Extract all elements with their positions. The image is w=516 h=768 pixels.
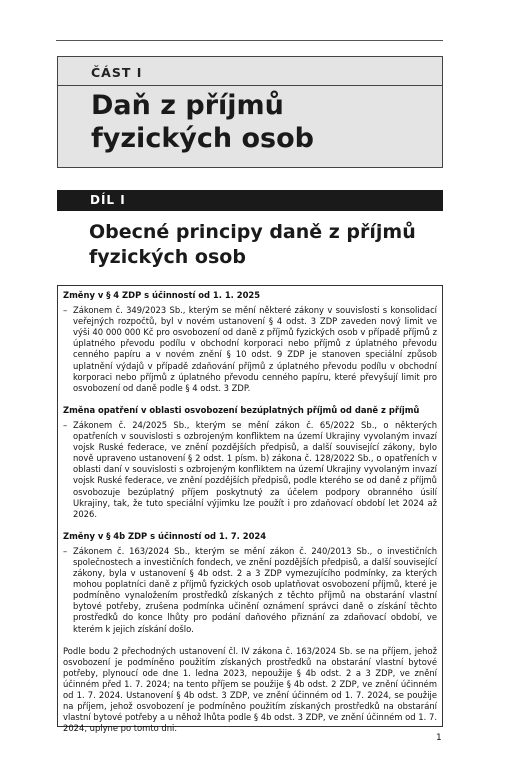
change-item-text: Zákonem č. 163/2024 Sb., kterým se mění zákon č. 240/2013 Sb., o investičních společnostech a investičních fondech, ve znění pozdějších předpisů, a další související zákony, byla v ustanovení § 4b odst. 2 a 3 ZDP vymezujícího podmínky, za kterých mohou poplatníci daně z příjmů fyzických osob uplatňovat osvobození příjmů, které je podmíněno vynaložením prostředků získaných z těchto příjmů na obstarání vlastní bytové potřeby, zrušena podmínka učinění oznámení správci daně o získání těchto prostředků do konce lhůty pro podání daňového přiznání za zdaňovací období, ve kterém k jejich získání došlo. [73,545,437,634]
top-rule [56,40,443,41]
dash-bullet: – [63,545,68,556]
change-heading: Změna opatření v oblasti osvobození bezúplatných příjmů od daně z příjmů [63,404,420,415]
changes-box [57,285,443,734]
part-label: ČÁST I [91,65,143,80]
part-title: Daň z příjmů fyzických osob [91,90,315,154]
change-heading: Změny v § 4b ZDP s účinností od 1. 7. 2024 [63,530,267,541]
change-item [63,305,437,394]
dash-bullet: – [63,305,68,316]
change-item-text: Zákonem č. 349/2023 Sb., kterým se mění některé zákony v souvislosti s konsolidací veřejných rozpočtů, byl v novém ustanovení § 4 odst. 3 ZDP zaveden nový limit ve výši 40 000 000 Kč pro osvobození od daně z příjmů fyzických osob v případě příjmů z úplatného převodu podílu v obchodní korporaci nebo příjmů z úplatného převodu cenného papíru a v novém znění § 10 odst. 9 ZDP je stanoven speciální způsob uplatnění výdajů v případě zdaňování příjmů z úplatného převodu podílu v obchodní korporaci nebo příjmů z úplatného převodu cenného papíru, které převyšují limit pro osvobození od daně podle § 4 odst. 3 ZDP. [73,305,437,393]
change-item-text: Zákonem č. 24/2025 Sb., kterým se mění zákon č. 65/2022 Sb., o některých opatřeních v souvislosti s ozbrojeným konfliktem na území Ukrajiny vyvolaným invazí vojsk Ruské federace, ve znění pozdějších předpisů, a další související zákony, bylo nově upraveno ustanovení § 2 odst. 1 písm. b) zákona č. 128/2022 Sb., o opatřeních v oblasti daní v souvislosti s ozbrojeným konfliktem na území Ukrajiny vyvolaným invazí vojsk Ruské federace, ve znění pozdějších předpisů, podle kterého se od daně z příjmů osvobozuje bezúplatný příjem poskytnutý za účelem podpory obranného úsilí Ukrajiny, tak, že tuto speciální výjimku lze použít i pro zdaňovací období let 2024 až 2026. [73,419,437,519]
change-item [63,546,437,635]
part-divider [58,85,442,86]
section-title: Obecné principy daně z příjmů fyzických osob [89,221,416,268]
change-heading: Změny v § 4 ZDP s účinností od 1. 1. 2025 [63,290,261,300]
division-bar [57,190,443,211]
change-item [63,420,437,520]
dash-bullet: – [63,419,68,430]
page-number: 1 [436,733,442,743]
division-label: DÍL I [90,193,126,207]
part-header-box [57,56,443,168]
transition-paragraph: Podle bodu 2 přechodných ustanovení čl. IV zákona č. 163/2024 Sb. se na příjem, jehož osvobození je podmíněno použitím získaných prostředků na obstarání vlastní bytové potřeby, plynoucí ode dne 1. ledna 2023, nepoužije § 4b odst. 2 a 3 ZDP, ve znění účinném před 1. 7. 2024; na tento příjem se použije § 4b odst. 2 ZDP, ve znění účinném od 1. 7. 2024. Ustanovení § 4b odst. 3 ZDP, ve znění účinném od 1. 7. 2024, se použije na příjem, jehož osvobození je podmíněno použitím získaných prostředků na obstarání vlastní bytové potřeby a u něhož lhůta podle § 4b odst. 3 ZDP, ve znění účinném od 1. 7. 2024, uplyne po tomto dni. [63,645,437,734]
